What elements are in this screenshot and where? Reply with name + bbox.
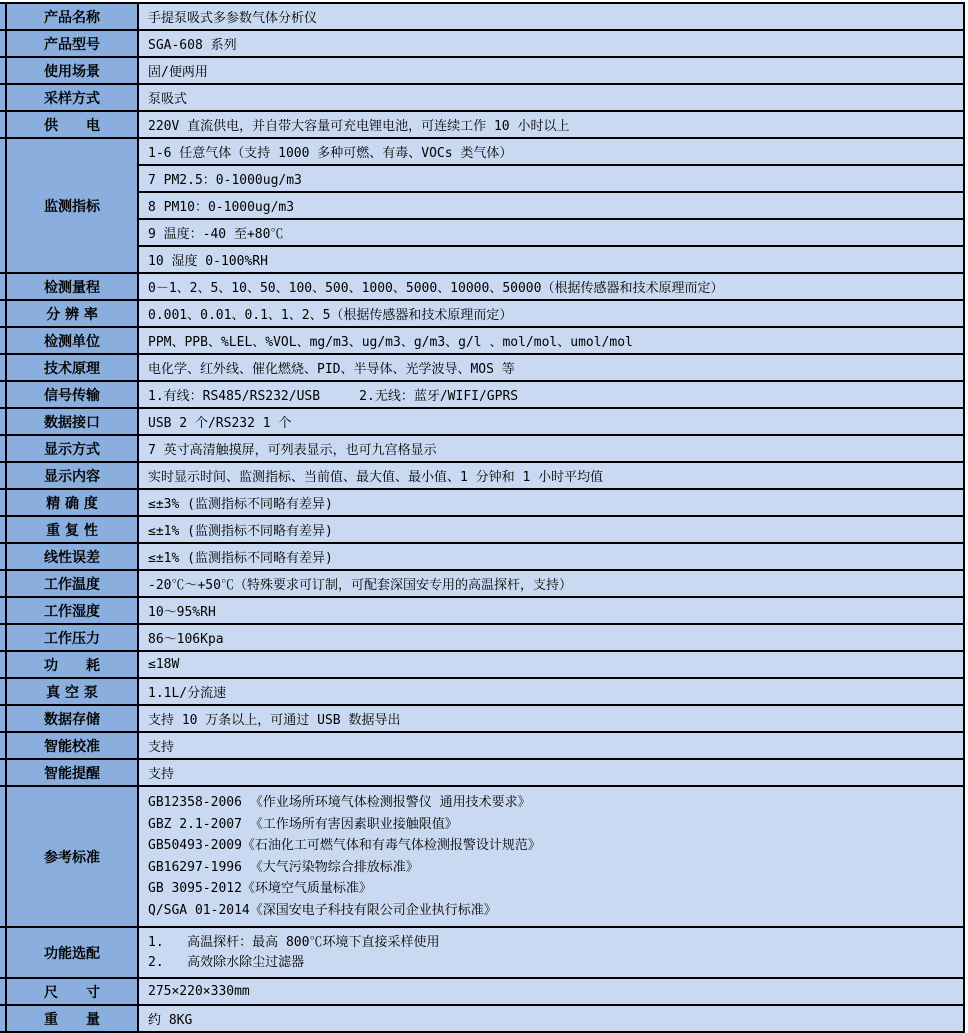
spec-row — [0, 927, 964, 978]
spec-row-value: ≤±3% (监测指标不同略有差异) — [138, 489, 964, 516]
spec-row-value: SGA-608 系列 — [138, 30, 964, 57]
spec-line: Q/SGA 01-2014《深国安电子科技有限公司企业执行标准》 — [148, 902, 497, 918]
spec-line: GB16297-1996 《大气污染物综合排放标准》 — [148, 859, 419, 875]
spec-row — [0, 219, 964, 246]
spec-row-value — [138, 786, 964, 927]
spec-row — [0, 57, 964, 84]
spec-row-value: 7 PM2.5：0-1000ug/m3 — [138, 165, 964, 192]
spec-row — [0, 165, 964, 192]
spec-row-label: 线性误差 — [6, 543, 138, 570]
spec-row-label: 使用场景 — [6, 57, 138, 84]
spec-row — [0, 516, 964, 543]
spec-row-label: 工作温度 — [6, 570, 138, 597]
spec-row — [0, 111, 964, 138]
spec-row-label: 工作压力 — [6, 624, 138, 651]
spec-row-label: 尺 寸 — [6, 978, 138, 1005]
spec-row — [0, 192, 964, 219]
spec-row-label: 显示方式 — [6, 435, 138, 462]
spec-line: GB12358-2006 《作业场所环境气体检测报警仪 通用技术要求》 — [148, 795, 531, 810]
spec-row-label: 精 确 度 — [6, 489, 138, 516]
spec-row-value: 0.001、0.01、0.1、1、2、5（根据传感器和技术原理而定） — [138, 300, 964, 327]
spec-row — [0, 273, 964, 300]
spec-row-label: 产品名称 — [6, 3, 138, 30]
spec-row — [0, 651, 964, 678]
spec-row — [0, 246, 964, 273]
spec-row-label: 监测指标 — [6, 138, 138, 273]
spec-row-label: 技术原理 — [6, 354, 138, 381]
spec-row — [0, 408, 964, 435]
spec-row-value: 电化学、红外线、催化燃烧、PID、半导体、光学波导、MOS 等 — [138, 354, 964, 381]
spec-row-label: 重 复 性 — [6, 516, 138, 543]
spec-row — [0, 354, 964, 381]
spec-row — [0, 381, 964, 408]
spec-row-value: ≤±1% (监测指标不同略有差异) — [138, 516, 964, 543]
spec-line: 2. 高效除水除尘过滤器 — [148, 954, 305, 970]
spec-line: GB50493-2009《石油化工可燃气体和有毒气体检测报警设计规范》 — [148, 838, 541, 853]
spec-row-value: ≤±1% (监测指标不同略有差异) — [138, 543, 964, 570]
spec-row-label: 功 耗 — [6, 651, 138, 678]
spec-row-label: 智能提醒 — [6, 759, 138, 786]
spec-row-value: 7 英寸高清触摸屏，可列表显示，也可九宫格显示 — [138, 435, 964, 462]
spec-row-label: 检测单位 — [6, 327, 138, 354]
spec-row-value: 1.1L/分流速 — [138, 678, 964, 705]
spec-row-label: 显示内容 — [6, 462, 138, 489]
spec-row — [0, 138, 964, 165]
spec-line: GB 3095-2012《环境空气质量标准》 — [148, 881, 372, 896]
spec-row-label: 智能校准 — [6, 732, 138, 759]
spec-row — [0, 435, 964, 462]
spec-row-value: 泵吸式 — [138, 84, 964, 111]
spec-row-label: 数据接口 — [6, 408, 138, 435]
spec-row-value: -20℃～+50℃（特殊要求可订制，可配套深国安专用的高温探杆，支持） — [138, 570, 964, 597]
spec-line: 1. 高温探杆：最高 800℃环境下直接采样使用 — [148, 935, 440, 950]
spec-row — [0, 84, 964, 111]
spec-row-value: 0－1、2、5、10、50、100、500、1000、5000、10000、50000（根据传感器和技术原理而定） — [138, 273, 964, 300]
spec-row — [0, 678, 964, 705]
spec-row — [0, 624, 964, 651]
spec-row-value: 1.有线：RS485/RS232/USB 2.无线：蓝牙/WIFI/GPRS — [138, 381, 964, 408]
spec-row-value: USB 2 个/RS232 1 个 — [138, 408, 964, 435]
spec-line: GBZ 2.1-2007 《工作场所有害因素职业接触限值》 — [148, 816, 458, 832]
spec-row-value: 275×220×330mm — [138, 978, 964, 1005]
spec-row-value: 86～106Kpa — [138, 624, 964, 651]
spec-row — [0, 462, 964, 489]
spec-row — [0, 978, 964, 1005]
spec-row — [0, 570, 964, 597]
spec-row — [0, 732, 964, 759]
spec-row — [0, 543, 964, 570]
spec-row-label: 产品型号 — [6, 30, 138, 57]
spec-row-value: 8 PM10：0-1000ug/m3 — [138, 192, 964, 219]
spec-row-label: 参考标准 — [6, 786, 138, 927]
spec-row-value: 固/便两用 — [138, 57, 964, 84]
spec-row-value: 手提泵吸式多参数气体分析仪 — [138, 3, 964, 30]
spec-row-value: 10～95%RH — [138, 597, 964, 624]
spec-row-label: 分 辨 率 — [6, 300, 138, 327]
spec-row — [0, 597, 964, 624]
spec-row-label: 采样方式 — [6, 84, 138, 111]
spec-row-value: 支持 10 万条以上，可通过 USB 数据导出 — [138, 705, 964, 732]
product-spec-table — [0, 2, 965, 1033]
spec-row-value: 10 湿度 0-100%RH — [138, 246, 964, 273]
spec-row — [0, 759, 964, 786]
spec-row-value: 9 温度：-40 至+80℃ — [138, 219, 964, 246]
spec-row — [0, 327, 964, 354]
spec-row — [0, 300, 964, 327]
spec-row-value: 约 8KG — [138, 1005, 964, 1032]
spec-table-body — [0, 3, 964, 1032]
spec-row-label: 检测量程 — [6, 273, 138, 300]
spec-row-value: 220V 直流供电，并自带大容量可充电锂电池，可连续工作 10 小时以上 — [138, 111, 964, 138]
spec-row-label: 信号传输 — [6, 381, 138, 408]
spec-row-label: 工作湿度 — [6, 597, 138, 624]
spec-row-label: 数据存储 — [6, 705, 138, 732]
spec-row — [0, 3, 964, 30]
spec-row — [0, 1005, 964, 1032]
spec-row-label: 功能选配 — [6, 927, 138, 978]
spec-row-value: 支持 — [138, 759, 964, 786]
spec-row — [0, 30, 964, 57]
spec-row — [0, 489, 964, 516]
spec-row-value: 支持 — [138, 732, 964, 759]
spec-row — [0, 786, 964, 927]
spec-row-value: PPM、PPB、%LEL、%VOL、mg/m3、ug/m3、g/m3、g/l 、mol/mol、umol/mol — [138, 327, 964, 354]
spec-row-value: 1-6 任意气体（支持 1000 多种可燃、有毒、VOCs 类气体） — [138, 138, 964, 165]
spec-row-label: 供 电 — [6, 111, 138, 138]
spec-row — [0, 705, 964, 732]
spec-row-label: 重 量 — [6, 1005, 138, 1032]
spec-row-value — [138, 927, 964, 978]
spec-row-value: 实时显示时间、监测指标、当前值、最大值、最小值、1 分钟和 1 小时平均值 — [138, 462, 964, 489]
spec-row-label: 真 空 泵 — [6, 678, 138, 705]
spec-row-value: ≤18W — [138, 651, 964, 678]
